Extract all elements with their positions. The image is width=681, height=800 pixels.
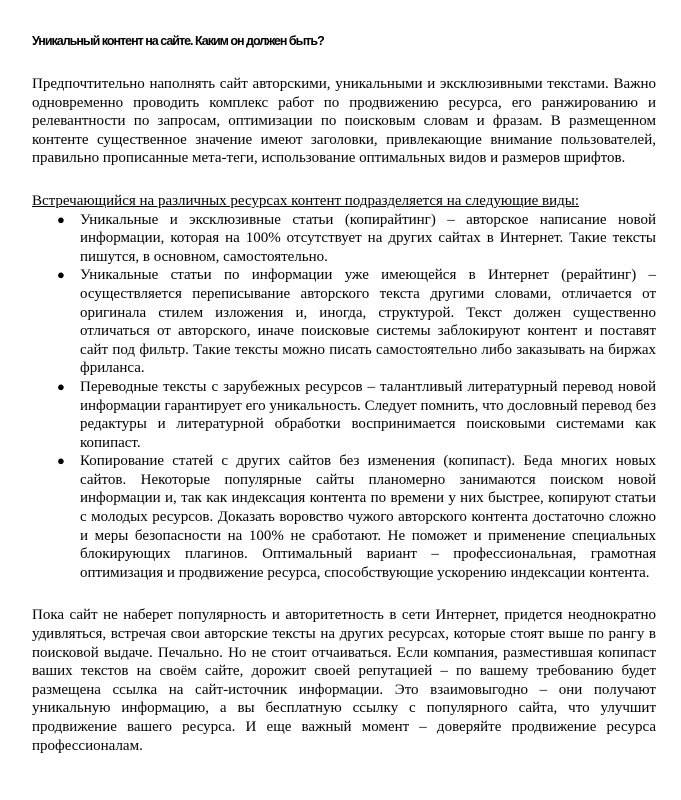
list-item-text: Переводные тексты с зарубежных ресурсов – талантливый литературный перевод новой информации гарантирует его уникальность. Следует помнить, что дословный перевод без редактуры и литературной обработки воспринимается поисковыми системами как копипаст. (80, 378, 656, 451)
list-item-text: Уникальные и эксклюзивные статьи (копирайтинг) – авторское написание новой информации, которая на 100% отсутствует на других сайтах в Интернет. Такие тексты пишутся, в основном, самостоятельно. (80, 211, 656, 265)
list-item-text: Копирование статей с других сайтов без изменения (копипаст). Беда многих новых сайтов. Некоторые популярные сайты планомерно занимаются поиском новой информации и, так как индексация контента по времени у них быстрее, копируют статьи с молодых ресурсов. Доказать воровство чужого авторского контента достаточно сложно и меры безопасности на 100% не сработают. Не поможет и применение специальных блокирующих плагинов. Оптимальный вариант – профессиональная, грамотная оптимизация и продвижение ресурса, способствующие ускорению индексации контента. (80, 453, 656, 581)
intro-paragraph: Предпочтительно наполнять сайт авторскими, уникальными и эксклюзивными текстами. Важно одновременно проводить комплекс работ по продвижению ресурса, его ранжированию и релевантности по запросам, оптимизации по поисковым словам и фразам. В размещенном контенте существенное значение имеют заголовки, привлекающие внимание пользователей, правильно прописанные мета-теги, использование оптимальных видов и размеров шрифтов. (32, 76, 656, 167)
list-item (32, 378, 656, 452)
bullet-icon: ● (57, 211, 65, 227)
document-title: Уникальный контент на сайте. Каким он должен быть? (32, 34, 324, 48)
list-item-text: Уникальные статьи по информации уже имеющейся в Интернет (рерайтинг) – осуществляется переписывание авторского текста другими словами, отличается от оригинала стилем изложения и, иногда, структурой. Текст должен существенно отличаться от авторского, иначе поисковые системы заблокируют контент и поставят сайт под фильтр. Такие тексты можно писать самостоятельно либо заказывать на биржах фриланса. (80, 267, 656, 377)
list-item (32, 266, 656, 378)
list-heading: Встречающийся на различных ресурсах контент подразделяется на следующие виды: (32, 192, 580, 209)
outro-paragraph: Пока сайт не наберет популярность и авторитетность в сети Интернет, придется неоднократно удивляться, встречая свои авторские тексты на других ресурсах, которые стоят выше по рангу в поисковой выдаче. Печально. Но не стоит отчаиваться. Если компания, разместившая копипаст ваших текстов на своём сайте, дорожит своей репутацией – по вашему требованию будет размещена ссылка на сайт-источник информации. Это взаимовыгодно – они получают уникальную информацию, а вы бесплатную ссылку с популярного сайта, что улучшит продвижение вашего ресурса. И еще важный момент – доверяйте продвижение ресурса профессионалам. (32, 607, 656, 754)
list-item (32, 452, 656, 582)
content-types-list (32, 211, 656, 583)
list-item (32, 211, 656, 267)
bullet-icon: ● (57, 267, 65, 283)
bullet-icon: ● (57, 453, 65, 469)
bullet-icon: ● (57, 378, 65, 394)
